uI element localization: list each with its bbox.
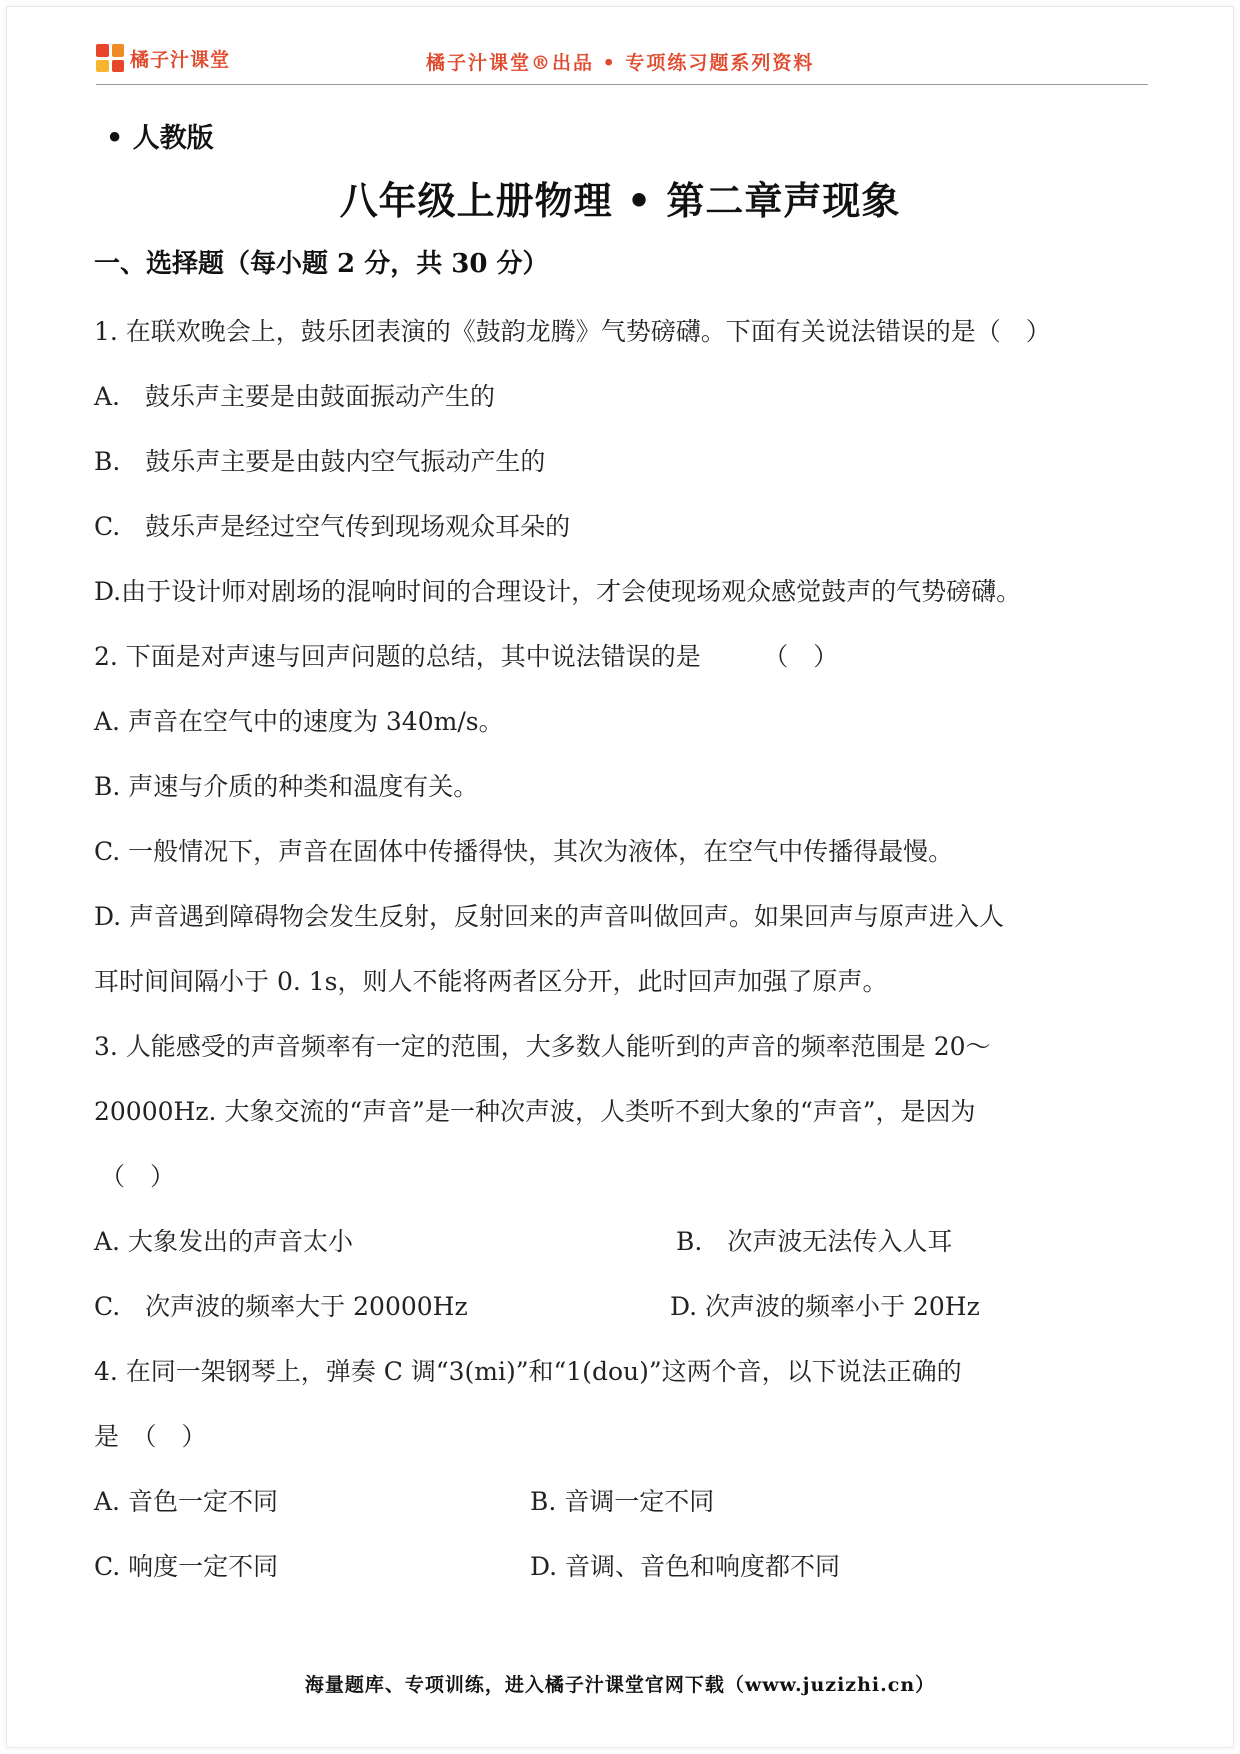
question-3-stem-line-3: （ ）: [100, 1162, 176, 1191]
question-3-option-d: D. 次声波的频率小于 20Hz: [670, 1292, 980, 1321]
logo-grid-icon: [96, 44, 124, 72]
question-2-option-b: B. 声速与介质的种类和温度有关。: [94, 772, 479, 801]
logo-text: 橘子汁课堂: [130, 48, 231, 71]
edition-label: • 人教版: [106, 123, 214, 154]
question-3-option-a: A. 大象发出的声音太小: [94, 1227, 353, 1256]
question-4-option-b: B. 音调一定不同: [530, 1487, 715, 1516]
question-4-option-d: D. 音调、音色和响度都不同: [530, 1552, 841, 1581]
logo-square-3: [96, 60, 109, 73]
question-1-option-d: D.由于设计师对剧场的混响时间的合理设计，才会使现场观众感觉鼓声的气势磅礴。: [94, 577, 1022, 606]
logo-square-2: [112, 44, 125, 57]
section-title: 一、选择题（每小题 2 分，共 30 分）: [94, 249, 549, 279]
question-1-option-c: C. 鼓乐声是经过空气传到现场观众耳朵的: [94, 512, 571, 541]
question-4-stem-line-2: 是 （ ）: [94, 1422, 207, 1451]
question-1-option-a: A. 鼓乐声主要是由鼓面振动产生的: [94, 382, 496, 411]
page-header: [96, 44, 1148, 84]
question-3-stem-line-1: 3. 人能感受的声音频率有一定的范围，大多数人能听到的声音的频率范围是 20～: [94, 1032, 991, 1061]
question-2-option-a: A. 声音在空气中的速度为 340m/s。: [94, 707, 504, 736]
question-1-stem: 1. 在联欢晚会上，鼓乐团表演的《鼓韵龙腾》气势磅礴。下面有关说法错误的是（ ）: [94, 317, 1051, 346]
question-3-stem-line-2: 20000Hz. 大象交流的“声音”是一种次声波，人类听不到大象的“声音”，是因为: [94, 1097, 976, 1126]
page-title: 八年级上册物理 • 第二章声现象: [339, 178, 901, 223]
page-footer: 海量题库、专项训练，进入橘子汁课堂官网下载（www.juzizhi.cn）: [304, 1674, 936, 1696]
question-4-stem-line-1: 4. 在同一架钢琴上，弹奏 C 调“3(mi)”和“1(dou)”这两个音，以下说法正确的: [94, 1357, 962, 1386]
question-2-option-d-line-2: 耳时间间隔小于 0. 1s，则人不能将两者区分开，此时回声加强了原声。: [94, 967, 888, 996]
question-3-option-c: C. 次声波的频率大于 20000Hz: [94, 1292, 468, 1321]
header-divider: [96, 84, 1148, 85]
logo-square-4: [112, 60, 125, 73]
question-2-option-c: C. 一般情况下，声音在固体中传播得快，其次为液体，在空气中传播得最慢。: [94, 837, 954, 866]
question-2-option-d-line-1: D. 声音遇到障碍物会发生反射，反射回来的声音叫做回声。如果回声与原声进入人: [94, 902, 1005, 931]
question-1-option-b: B. 鼓乐声主要是由鼓内空气振动产生的: [94, 447, 546, 476]
question-4-option-c: C. 响度一定不同: [94, 1552, 279, 1581]
brand-logo: [96, 44, 230, 72]
header-title: 橘子汁课堂®出品 • 专项练习题系列资料: [426, 52, 815, 74]
question-4-option-a: A. 音色一定不同: [94, 1487, 278, 1516]
question-2-stem: 2. 下面是对声速与回声问题的总结，其中说法错误的是 （ ）: [94, 642, 839, 671]
question-3-option-b: B. 次声波无法传入人耳: [676, 1227, 953, 1256]
logo-square-1: [96, 44, 109, 57]
